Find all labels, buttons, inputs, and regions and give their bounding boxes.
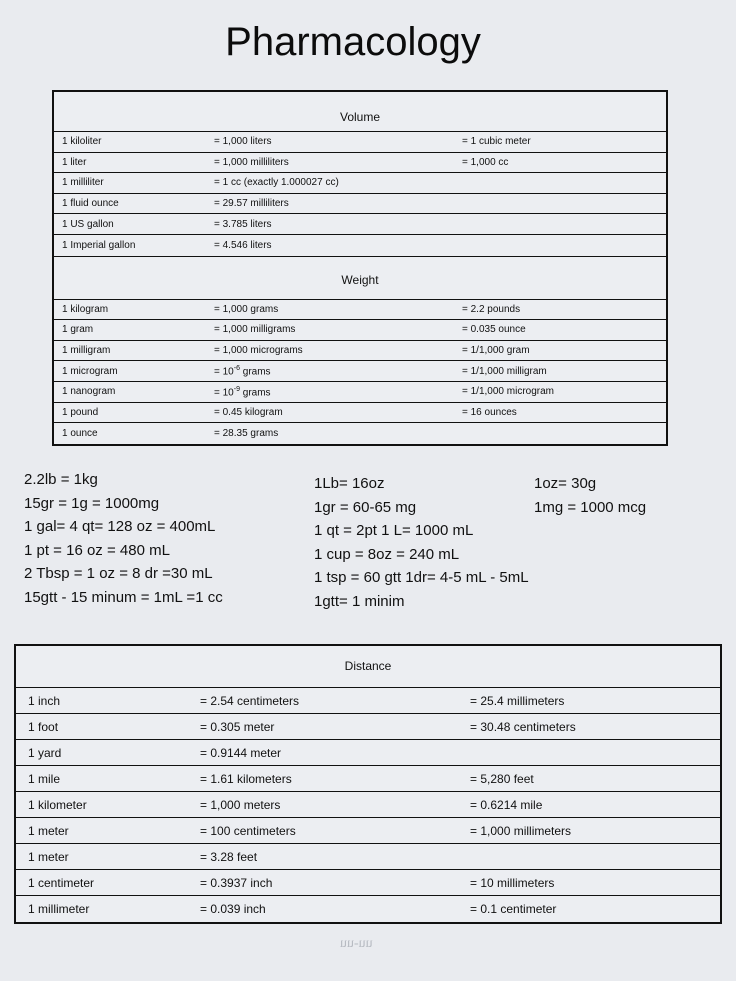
equivalent-cell xyxy=(214,365,462,377)
table-row xyxy=(16,870,720,896)
alt-equivalent-cell: = 16 ounces xyxy=(462,406,517,418)
note-line: 1Lb= 16oz xyxy=(314,475,385,492)
table-row xyxy=(16,844,720,870)
equivalent-cell: = 0.3937 inch xyxy=(200,875,273,890)
table-row xyxy=(54,300,666,321)
unit-cell: 1 milligram xyxy=(62,345,111,357)
equivalent-cell: = 100 centimeters xyxy=(200,823,296,838)
table-row xyxy=(16,688,720,714)
alt-equivalent-cell: = 10 millimeters xyxy=(470,875,555,890)
alt-equivalent-cell: = 5,280 feet xyxy=(470,771,534,786)
conversion-notes-left xyxy=(24,468,223,609)
table-row xyxy=(54,194,666,215)
table-row xyxy=(54,214,666,235)
note-line: 1 gal= 4 qt= 128 oz = 400mL xyxy=(24,518,216,535)
note-line: 1oz= 30g xyxy=(534,475,597,492)
alt-equivalent-cell: = 1,000 cc xyxy=(462,156,509,168)
unit-cell: 1 kilogram xyxy=(62,303,109,315)
alt-equivalent-cell: = 25.4 millimeters xyxy=(470,693,565,708)
alt-equivalent-cell: = 1,000 millimeters xyxy=(470,823,572,838)
conversion-notes-middle xyxy=(314,472,529,613)
unit-cell: 1 kilometer xyxy=(28,797,87,812)
equivalent-cell: = 1 cc (exactly 1.000027 cc) xyxy=(214,177,339,189)
table-row xyxy=(16,896,720,922)
distance-table xyxy=(14,644,722,924)
exponent: -6 xyxy=(233,364,240,372)
equivalent-cell: = 1,000 liters xyxy=(214,136,272,148)
equivalent-cell: = 29.57 milliliters xyxy=(214,198,289,210)
equivalent-prefix: = 10 xyxy=(214,386,234,398)
note-line: 1mg = 1000 mcg xyxy=(534,498,647,516)
equivalent-cell: = 0.45 kilogram xyxy=(214,406,283,418)
note-line: 1 pt = 16 oz = 480 mL xyxy=(24,541,170,559)
note-line: 2 Tbsp = 1 oz = 8 dr =30 mL xyxy=(24,565,213,582)
equivalent-cell: = 28.35 grams xyxy=(214,427,279,439)
equivalent-cell: = 0.305 meter xyxy=(200,719,275,734)
table-row xyxy=(16,792,720,818)
volume-weight-table xyxy=(52,90,668,446)
note-line: 1 qt = 2pt 1 L= 1000 mL xyxy=(314,522,474,539)
table-row xyxy=(54,403,666,424)
equivalent-prefix: = 10 xyxy=(214,366,234,378)
page-title: Pharmacology xyxy=(225,20,481,64)
unit-cell: 1 US gallon xyxy=(62,218,114,230)
volume-header: Volume xyxy=(54,92,666,132)
table-row xyxy=(16,740,720,766)
unit-cell: 1 yard xyxy=(28,745,62,760)
equivalent-cell: = 1,000 micrograms xyxy=(214,345,303,357)
alt-equivalent-cell: = 30.48 centimeters xyxy=(470,719,576,734)
table-row xyxy=(54,423,666,444)
note-line: 1 cup = 8oz = 240 mL xyxy=(314,545,460,563)
note-line: 1 tsp = 60 gtt 1dr= 4-5 mL - 5mL xyxy=(314,569,529,586)
equivalent-cell: = 0.039 inch xyxy=(200,902,266,916)
bleed-through-text: uu-uu xyxy=(340,936,373,951)
alt-equivalent-cell: = 1/1,000 gram xyxy=(462,345,530,357)
unit-cell: 1 ounce xyxy=(62,427,98,439)
alt-equivalent-cell: = 2.2 pounds xyxy=(462,303,521,315)
conversion-notes-right xyxy=(534,472,646,519)
unit-cell: 1 foot xyxy=(28,719,59,734)
table-row xyxy=(54,235,666,256)
equivalent-suffix: grams xyxy=(239,366,271,378)
equivalent-cell: = 1.61 kilometers xyxy=(200,771,292,786)
table-row xyxy=(54,132,666,153)
alt-equivalent-cell: = 0.035 ounce xyxy=(462,324,526,336)
note-line: 2.2lb = 1kg xyxy=(24,471,98,488)
note-line: 1gr = 60-65 mg xyxy=(314,498,417,516)
note-line: 1gtt= 1 minim xyxy=(314,592,405,610)
distance-header: Distance xyxy=(16,646,720,688)
table-row xyxy=(16,818,720,844)
table-row xyxy=(54,320,666,341)
note-line: 15gtt - 15 minum = 1mL =1 cc xyxy=(24,588,223,606)
table-row xyxy=(54,361,666,382)
unit-cell: 1 meter xyxy=(28,823,69,838)
unit-cell: 1 kiloliter xyxy=(62,136,102,148)
alt-equivalent-cell: = 1/1,000 milligram xyxy=(462,365,547,377)
alt-equivalent-cell: = 1/1,000 microgram xyxy=(462,386,554,398)
unit-cell: 1 liter xyxy=(62,156,87,168)
alt-equivalent-cell: = 0.1 centimeter xyxy=(470,902,557,916)
unit-cell: 1 centimeter xyxy=(28,875,95,890)
unit-cell: 1 Imperial gallon xyxy=(62,239,136,251)
unit-cell: 1 milliliter xyxy=(62,177,104,189)
note-line: 15gr = 1g = 1000mg xyxy=(24,494,160,512)
table-row xyxy=(54,382,666,403)
equivalent-cell: = 1,000 grams xyxy=(214,303,279,315)
unit-cell: 1 inch xyxy=(28,693,61,708)
unit-cell: 1 microgram xyxy=(62,365,118,377)
table-row xyxy=(54,153,666,174)
table-row xyxy=(54,173,666,194)
equivalent-cell: = 1,000 milliliters xyxy=(214,156,289,168)
unit-cell: 1 millimeter xyxy=(28,902,90,916)
alt-equivalent-cell: = 0.6214 mile xyxy=(470,797,543,812)
exponent: -9 xyxy=(233,385,240,393)
equivalent-suffix: grams xyxy=(239,386,271,398)
unit-cell: 1 mile xyxy=(28,771,61,786)
unit-cell: 1 gram xyxy=(62,324,94,336)
equivalent-cell: = 3.28 feet xyxy=(200,849,258,864)
equivalent-cell: = 1,000 meters xyxy=(200,797,281,812)
unit-cell: 1 fluid ounce xyxy=(62,198,119,210)
equivalent-cell xyxy=(214,386,462,398)
table-row xyxy=(16,766,720,792)
equivalent-cell: = 1,000 milligrams xyxy=(214,324,296,336)
equivalent-cell: = 2.54 centimeters xyxy=(200,693,300,708)
unit-cell: 1 nanogram xyxy=(62,386,116,398)
equivalent-cell: = 0.9144 meter xyxy=(200,745,282,760)
table-row xyxy=(16,714,720,740)
equivalent-cell: = 4.546 liters xyxy=(214,239,272,251)
table-row xyxy=(54,341,666,362)
unit-cell: 1 meter xyxy=(28,849,69,864)
weight-header: Weight xyxy=(54,256,666,300)
equivalent-cell: = 3.785 liters xyxy=(214,218,272,230)
unit-cell: 1 pound xyxy=(62,406,99,418)
alt-equivalent-cell: = 1 cubic meter xyxy=(462,136,531,148)
